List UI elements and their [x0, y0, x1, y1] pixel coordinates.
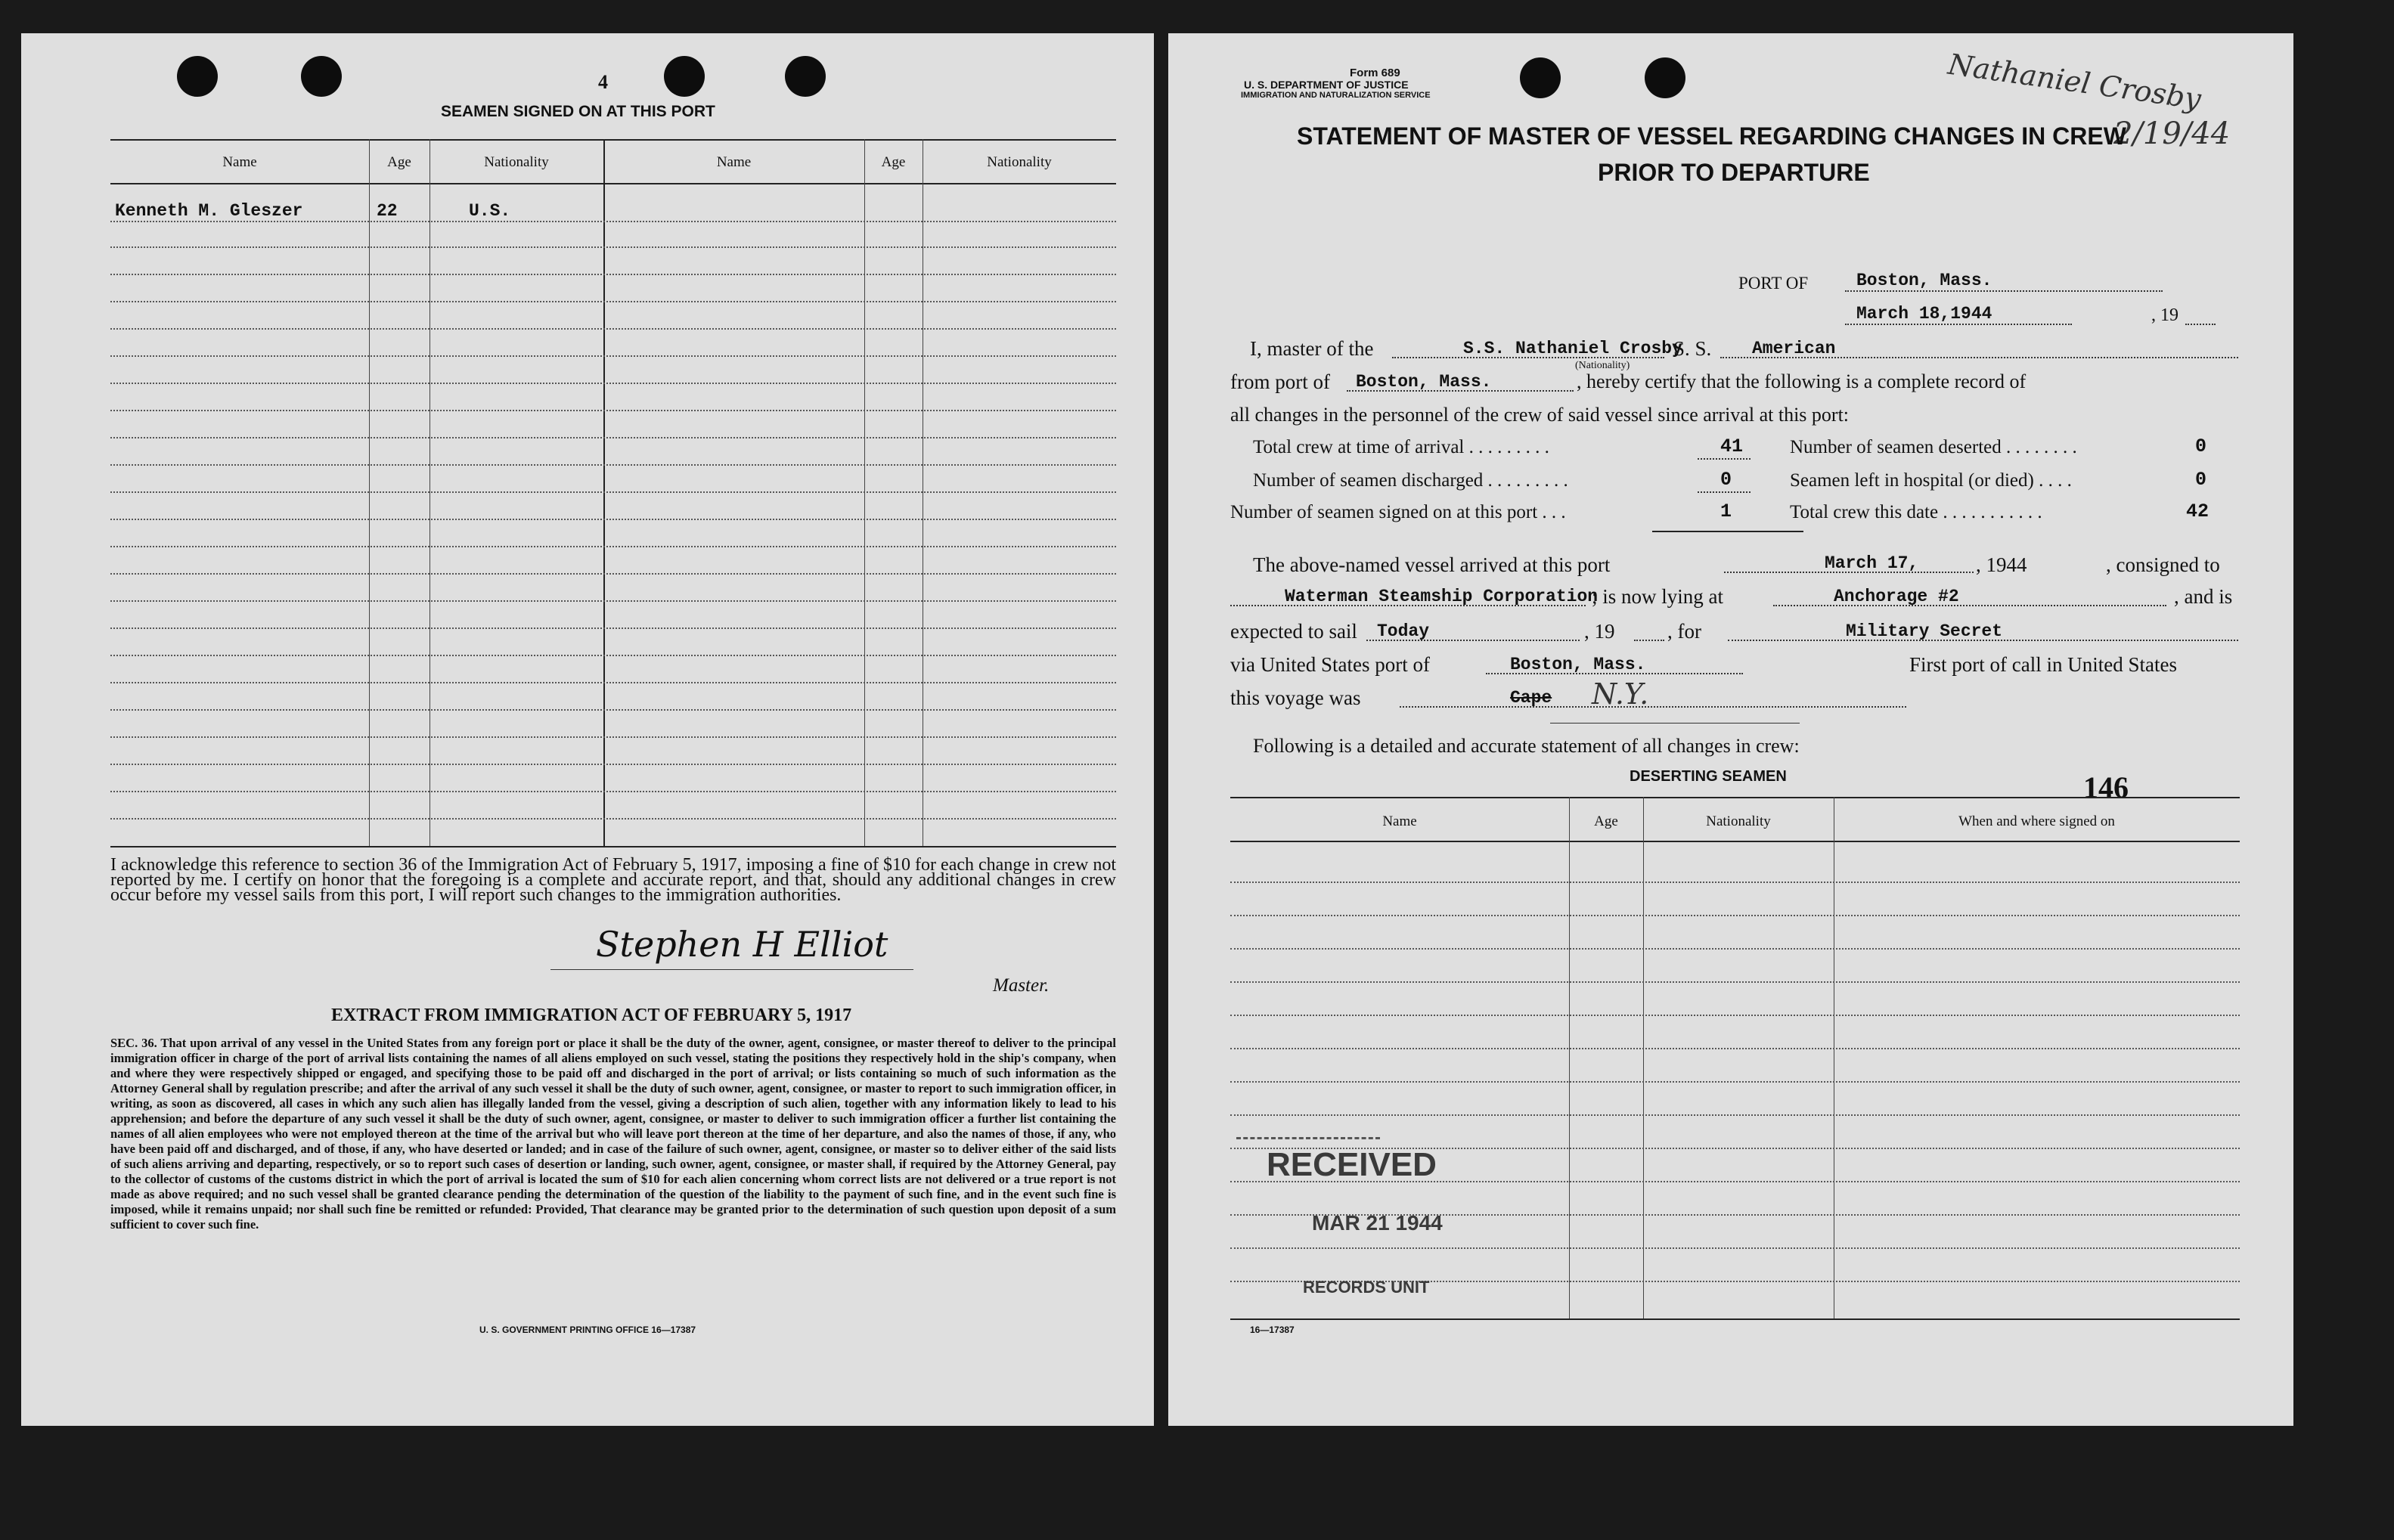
hospital-label: Seamen left in hospital (or died) . . . .: [1790, 470, 2072, 491]
left-page: [21, 33, 1154, 1426]
column-header: Name: [716, 154, 752, 170]
department: U. S. DEPARTMENT OF JUSTICE: [1244, 79, 1409, 91]
hospital-value: 0: [2195, 469, 2207, 491]
extract-title: EXTRACT FROM IMMIGRATION ACT OF FEBRUARY 5, 1917: [331, 1005, 852, 1025]
destination-value: Military Secret: [1846, 621, 2003, 641]
sail-date-value: Today: [1377, 621, 1430, 641]
via-port-value: Boston, Mass.: [1510, 655, 1646, 674]
seaman-name: Kenneth M. Gleszer: [115, 201, 303, 221]
column-header: Nationality: [484, 154, 549, 170]
received-date-stamp: MAR 21 1944: [1312, 1211, 1443, 1235]
consignee-value: Waterman Steamship Corporation: [1285, 587, 1599, 606]
from-port-value: Boston, Mass.: [1356, 372, 1492, 392]
certify-text-2: all changes in the personnel of the crew of said vessel since arrival at this port:: [1230, 404, 1850, 426]
deserted-value: 0: [2195, 435, 2207, 457]
extract-text: SEC. 36. That upon arrival of any vessel in the United States from any foreign port or place it shall be the duty of the owner, agent, consignee, or master thereof to deliver to the principal immigration officer in charge of the port of arrival lists containing the names of all aliens employed on such vessel, stating the positions they respectively hold in the ship's company, when and where they were respectively shipped or engaged, and specifying those to be paid off and discharged in the port of arrival; or lists containing so much of such information as the Attorney General shall by regulation prescribe; and after the arrival of any such vessel it shall be the duty of such owner, agent, consignee, or master to report to such immigration officer, in writing, as soon as discovered, all cases in which any such alien has illegally landed from the vessel, giving a description of such alien, together with any information likely to lead to his apprehension; and before the departure of any such vessel it shall be the duty of such owner, agent, consignee, or master to deliver to such immigration officer a further list containing the names of all alien employees who were not employed thereon at the time of the arrival but who will leave port thereon at the time of her departure, and also the names of those, if any, who have been paid off and discharged, and of those, if any, who have deserted or landed; and in case of the failure of such owner, agent, consignee, or master so to deliver either of the said lists of such aliens arriving and departing, respectively, or so to report such cases of desertion or landing, such owner, agent, consignee, or master shall, if required by the Attorney General, pay to the collector of customs of the customs district in which the port of arrival is located the sum of $10 for each alien concerning whom correct lists are not delivered or a true report is not made as above required; and no such vessel shall be granted clearance pending the determination of the question of the liability to the payment of such fine, and in the event such fine is imposed, while it remains unpaid; nor shall such fine be remitted or refunded: Provided, That clearance may be granted prior to the determination of such question upon deposit of a sum sufficient to cover such fine.: [110, 1036, 1116, 1232]
signed-on-label: Number of seamen signed on at this port . . .: [1230, 502, 1566, 522]
via-label: via United States port of: [1230, 653, 1430, 676]
from-port-label: from port of: [1230, 370, 1330, 393]
nationality-value: American: [1752, 339, 1836, 358]
arrived-label: The above-named vessel arrived at this port: [1253, 553, 1611, 576]
following-label: Following is a detailed and accurate statement of all changes in crew:: [1253, 735, 1800, 757]
acknowledgment-text: I acknowledge this reference to section 36 of the Immigration Act of February 5, 1917, imposing a fine of $10 for each change in crew not reported by me. I certify on honor that the foregoing is a complete and accurate report, and that, should any additional changes in crew occur before my vessel sails from this port, I will report such changes to the immigration authorities.: [110, 855, 1116, 905]
column-header: Age: [881, 154, 906, 170]
total-arrival-label: Total crew at time of arrival . . . . . . . . .: [1253, 437, 1549, 457]
total-arrival-value: 41: [1720, 435, 1744, 457]
form-title: STATEMENT OF MASTER OF VESSEL REGARDING CHANGES IN CREW: [1297, 122, 2126, 150]
lying-at-value: Anchorage #2: [1834, 587, 1959, 606]
year-suffix: , 19: [2151, 305, 2178, 325]
first-call-value: N.Y.: [1592, 677, 1649, 711]
expected-label: expected to sail: [1230, 620, 1357, 643]
signed-on-value: 1: [1720, 500, 1732, 522]
lying-label: ; is now lying at: [1592, 585, 1723, 608]
ss-label: S. S.: [1673, 337, 1712, 360]
port-label: PORT OF: [1738, 274, 1809, 293]
stamp-number: 146: [2083, 770, 2129, 804]
punch-hole: [785, 56, 826, 97]
arrived-year: , 1944: [1976, 553, 2027, 576]
form-subtitle: PRIOR TO DEPARTURE: [1598, 159, 1870, 186]
handwritten-date: 2/19/44: [2113, 116, 2231, 151]
desert-column-header: Age: [1594, 813, 1618, 829]
seaman-age: 22: [377, 201, 398, 221]
service: IMMIGRATION AND NATURALIZATION SERVICE: [1241, 91, 1431, 100]
and-is-label: , and is: [2174, 585, 2233, 608]
nationality-caption: (Nationality): [1575, 360, 1630, 371]
form-number: Form 689: [1350, 67, 1400, 79]
arrived-date: March 17,: [1825, 553, 1919, 573]
punch-hole: [1645, 57, 1685, 98]
port-value: Boston, Mass.: [1856, 271, 1992, 290]
voyage-label: this voyage was: [1230, 686, 1361, 709]
master-signature: Stephen H Elliot: [596, 924, 888, 965]
discharged-label: Number of seamen discharged . . . . . . . . .: [1253, 470, 1568, 491]
seaman-nationality: U.S.: [469, 201, 511, 221]
signature-label: Master.: [993, 975, 1050, 996]
right-page: [1168, 33, 2293, 1426]
punch-hole: [664, 56, 705, 97]
for-label: , for: [1667, 620, 1701, 643]
date-value: March 18,1944: [1856, 304, 1992, 324]
page-number: 4: [598, 71, 608, 93]
printer-line: U. S. GOVERNMENT PRINTING OFFICE 16—17387: [479, 1325, 696, 1335]
handwritten-name: Nathaniel Crosby: [1946, 47, 2203, 116]
first-call-struck: Cape: [1510, 688, 1552, 708]
total-today-label: Total crew this date . . . . . . . . . . .: [1790, 502, 2042, 522]
received-stamp: RECEIVED: [1267, 1146, 1437, 1183]
consigned-label: , consigned to: [2106, 553, 2220, 576]
punch-hole: [1520, 57, 1561, 98]
deserted-label: Number of seamen deserted . . . . . . . .: [1790, 437, 2077, 457]
discharged-value: 0: [1720, 469, 1732, 491]
punch-hole: [301, 56, 342, 97]
desert-column-header: Nationality: [1706, 813, 1771, 829]
punch-hole: [177, 56, 218, 97]
first-call-label: First port of call in United States: [1909, 653, 2177, 676]
deserting-title: DESERTING SEAMEN: [1630, 768, 1787, 785]
total-today-value: 42: [2186, 500, 2209, 522]
desert-column-header: When and where signed on: [1958, 813, 2115, 829]
master-of-label: I, master of the: [1250, 337, 1374, 360]
printer-line: 16—17387: [1250, 1325, 1295, 1335]
column-header: Nationality: [987, 154, 1052, 170]
sail-year-label: , 19: [1584, 620, 1615, 643]
column-header: Age: [387, 154, 411, 170]
records-unit-stamp: RECORDS UNIT: [1303, 1278, 1430, 1297]
certify-text: , hereby certify that the following is a complete record of: [1577, 370, 2027, 392]
desert-column-header: Name: [1382, 813, 1417, 829]
vessel-name: S.S. Nathaniel Crosby: [1463, 339, 1682, 358]
column-header: Name: [222, 154, 257, 170]
section-title: SEAMEN SIGNED ON AT THIS PORT: [441, 103, 715, 120]
